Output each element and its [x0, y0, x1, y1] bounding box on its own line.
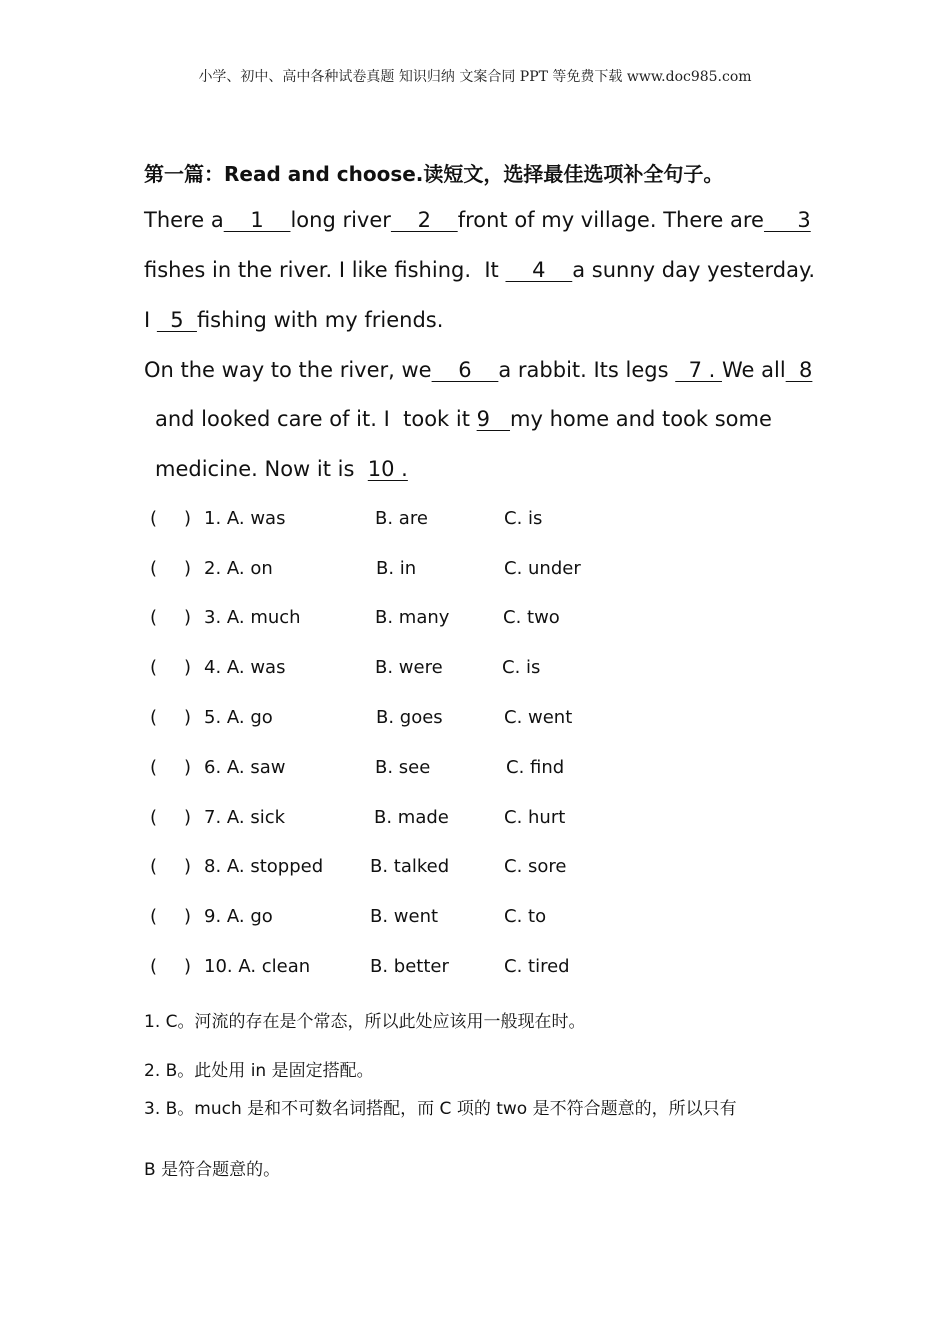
passage-line-4 [144, 355, 812, 385]
answer-explanation: 3. B。much 是和不可数名词搭配，而 C 项的 two 是不符合题意的，所以只有 [144, 1099, 737, 1119]
option-b: B. talked [370, 856, 450, 877]
answer-paren-close: ) [184, 956, 192, 977]
passage-text: and looked care of it. I took it [155, 407, 477, 431]
option-row [150, 607, 770, 635]
passage-text: I [144, 308, 157, 332]
blank-7: 7 . [675, 358, 722, 382]
option-a: 3. A. much [204, 607, 301, 628]
passage-text: medicine. Now it is [155, 457, 368, 481]
passage-text: fishing with my friends. [196, 308, 444, 332]
option-row [150, 906, 770, 934]
answer-paren-close: ) [184, 906, 192, 927]
blank-9: 9 [476, 407, 511, 431]
blank-6: 6 [431, 358, 499, 382]
passage-line-6 [155, 454, 408, 484]
option-a: 7. A. sick [204, 807, 286, 828]
answer-paren-close: ) [184, 508, 192, 529]
option-a: 2. A. on [204, 558, 273, 579]
passage-line-5 [155, 404, 772, 434]
page-header: 小学、初中、高中各种试卷真题 知识归纳 文案合同 PPT 等免费下载 www.doc985.com [198, 69, 752, 85]
blank-5: 5 [156, 308, 197, 332]
option-c: C. went [504, 707, 573, 728]
answer-paren-open: ( [150, 856, 158, 877]
option-c: C. is [504, 508, 543, 529]
answer-explanation: 2. B。此处用 in 是固定搭配。 [144, 1061, 374, 1081]
answer-paren-close: ) [184, 707, 192, 728]
answer-paren-open: ( [150, 508, 158, 529]
option-b: B. went [370, 906, 439, 927]
blank-8: 8 [785, 358, 813, 382]
option-c: C. sore [504, 856, 567, 877]
answer-paren-open: ( [150, 956, 158, 977]
passage-line-3 [144, 305, 443, 335]
option-b: B. see [375, 757, 431, 778]
option-b: B. made [374, 807, 449, 828]
option-a: 9. A. go [204, 906, 273, 927]
option-a: 10. A. clean [204, 956, 311, 977]
option-c: C. find [506, 757, 565, 778]
passage-text: a sunny day yesterday. [572, 258, 816, 282]
answer-paren-open: ( [150, 757, 158, 778]
answer-paren-open: ( [150, 657, 158, 678]
option-c: C. to [504, 906, 547, 927]
answer-paren-close: ) [184, 856, 192, 877]
option-a: 5. A. go [204, 707, 273, 728]
passage-text: There a [144, 208, 224, 232]
option-row [150, 558, 770, 586]
option-row [150, 707, 770, 735]
answer-paren-close: ) [184, 558, 192, 579]
option-b: B. better [370, 956, 449, 977]
option-c: C. tired [504, 956, 570, 977]
option-c: C. under [504, 558, 581, 579]
option-row [150, 956, 770, 984]
blank-4: 4 [505, 258, 573, 282]
answer-paren-close: ) [184, 657, 192, 678]
passage-text: We all [721, 358, 786, 382]
option-row [150, 856, 770, 884]
answer-paren-open: ( [150, 906, 158, 927]
passage-line-1 [144, 205, 811, 235]
option-b: B. were [375, 657, 443, 678]
answer-paren-open: ( [150, 707, 158, 728]
option-b: B. are [375, 508, 428, 529]
option-row [150, 757, 770, 785]
blank-1: 1 [223, 208, 291, 232]
passage-text: long river [290, 208, 391, 232]
answer-paren-close: ) [184, 757, 192, 778]
option-c: C. is [502, 657, 541, 678]
blank-2: 2 [390, 208, 458, 232]
option-b: B. goes [376, 707, 443, 728]
answer-paren-open: ( [150, 607, 158, 628]
blank-10: 10 . [367, 457, 408, 481]
option-row [150, 807, 770, 835]
option-a: 4. A. was [204, 657, 286, 678]
answer-explanation: B 是符合题意的。 [144, 1160, 281, 1180]
blank-3: 3 [763, 208, 811, 232]
answer-paren-close: ) [184, 607, 192, 628]
answer-paren-close: ) [184, 807, 192, 828]
option-c: C. hurt [504, 807, 566, 828]
passage-line-2 [144, 255, 815, 285]
option-row [150, 508, 770, 536]
passage-text: my home and took some [510, 407, 772, 431]
passage-text: On the way to the river, we [144, 358, 432, 382]
option-b: B. in [376, 558, 417, 579]
option-b: B. many [375, 607, 450, 628]
passage-text: fishes in the river. I like fishing. It [144, 258, 506, 282]
section-title: 第一篇：Read and choose.读短文，选择最佳选项补全句子。 [144, 162, 724, 186]
option-c: C. two [503, 607, 560, 628]
option-a: 8. A. stopped [204, 856, 324, 877]
option-row [150, 657, 770, 685]
passage-text: front of my village. There are [457, 208, 764, 232]
option-a: 1. A. was [204, 508, 286, 529]
answer-paren-open: ( [150, 807, 158, 828]
answer-paren-open: ( [150, 558, 158, 579]
answer-explanation: 1. C。河流的存在是个常态，所以此处应该用一般现在时。 [144, 1012, 586, 1032]
passage-text: a rabbit. Its legs [498, 358, 676, 382]
option-a: 6. A. saw [204, 757, 286, 778]
